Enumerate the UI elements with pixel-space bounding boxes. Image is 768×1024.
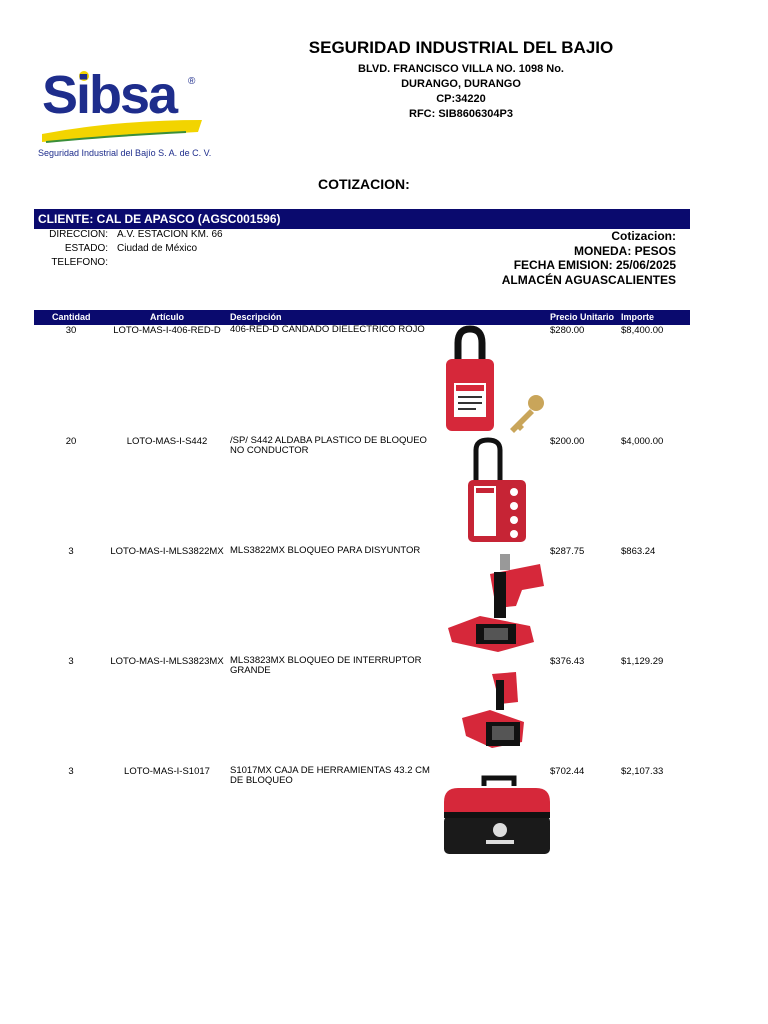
row-descripcion: S1017MX CAJA DE HERRAMIENTAS 43.2 CM DE BLOQUEO — [230, 765, 430, 786]
header-descripcion: Descripción — [230, 312, 282, 322]
table-header — [34, 310, 690, 325]
estado-value: Ciudad de México — [117, 243, 198, 254]
padlock-icon — [440, 325, 552, 435]
table-row — [34, 436, 690, 546]
fecha-emision: FECHA EMISION: 25/06/2025 — [513, 258, 676, 272]
row-precio: $200.00 — [550, 436, 585, 447]
logo-tagline: Seguridad Industrial del Bajío S. A. de C. V. — [38, 148, 212, 158]
header-cantidad: Cantidad — [52, 312, 91, 322]
row-descripcion: 406-RED-D CANDADO DIELECTRICO ROJO — [230, 324, 425, 335]
breaker-lock-icon — [440, 546, 552, 656]
row-importe: $1,129.29 — [621, 656, 664, 667]
row-cantidad: 20 — [65, 436, 77, 447]
table-row — [34, 656, 690, 766]
document-title: COTIZACION: — [318, 176, 410, 192]
company-name: SEGURIDAD INDUSTRIAL DEL BAJIO — [308, 38, 614, 57]
table-row — [34, 325, 690, 435]
row-cantidad: 3 — [68, 656, 74, 667]
cotizacion-label: Cotizacion: — [611, 229, 676, 243]
row-articulo: LOTO-MAS-I-S1017 — [124, 766, 210, 777]
row-articulo: LOTO-MAS-I-MLS3822MX — [110, 546, 224, 557]
row-articulo: LOTO-MAS-I-S442 — [126, 436, 208, 447]
row-importe: $4,000.00 — [621, 436, 664, 447]
hasp-icon — [440, 436, 552, 546]
row-articulo: LOTO-MAS-I-406-RED-D — [113, 325, 221, 336]
registered-mark: ® — [188, 76, 196, 87]
header-importe: Importe — [621, 312, 655, 322]
company-cp: CP:34220 — [436, 93, 486, 105]
almacen: ALMACÉN AGUASCALIENTES — [501, 273, 676, 287]
row-importe: $863.24 — [621, 546, 656, 557]
row-importe: $8,400.00 — [621, 325, 664, 336]
row-articulo: LOTO-MAS-I-MLS3823MX — [110, 656, 224, 667]
telefono-label: TELEFONO: — [51, 257, 108, 268]
header-articulo: Artículo — [150, 312, 185, 322]
company-address-2: DURANGO, DURANGO — [401, 78, 521, 90]
row-importe: $2,107.33 — [621, 766, 664, 777]
row-descripcion: MLS3823MX BLOQUEO DE INTERRUPTOR GRANDE — [230, 655, 422, 676]
table-row — [34, 546, 690, 656]
row-cantidad: 3 — [68, 766, 74, 777]
company-address-1: BLVD. FRANCISCO VILLA NO. 1098 No. — [358, 63, 564, 75]
logo-text: Sibsa — [42, 65, 177, 125]
table-row — [34, 766, 690, 876]
company-rfc: RFC: SIB8606304P3 — [409, 108, 513, 120]
direccion-label: DIRECCION: — [49, 229, 108, 240]
row-cantidad: 30 — [65, 325, 77, 336]
client-header: CLIENTE: CAL DE APASCO (AGSC001596) — [34, 209, 690, 229]
row-precio: $702.44 — [550, 766, 585, 777]
row-precio: $280.00 — [550, 325, 585, 336]
row-precio: $376.43 — [550, 656, 585, 667]
row-cantidad: 3 — [68, 546, 74, 557]
row-precio: $287.75 — [550, 546, 585, 557]
row-descripcion: MLS3822MX BLOQUEO PARA DISYUNTOR — [230, 545, 421, 556]
header-precio: Precio Unitario — [550, 312, 615, 322]
row-descripcion: /SP/ S442 ALDABA PLASTICO DE BLOQUEO NO CONDUCTOR — [230, 435, 427, 456]
estado-label: ESTADO: — [64, 243, 108, 254]
toolbox-icon — [440, 766, 552, 876]
moneda: MONEDA: PESOS — [573, 244, 676, 258]
direccion-value: A.V. ESTACION KM. 66 — [117, 229, 223, 240]
breaker-lock-large-icon — [440, 656, 552, 766]
